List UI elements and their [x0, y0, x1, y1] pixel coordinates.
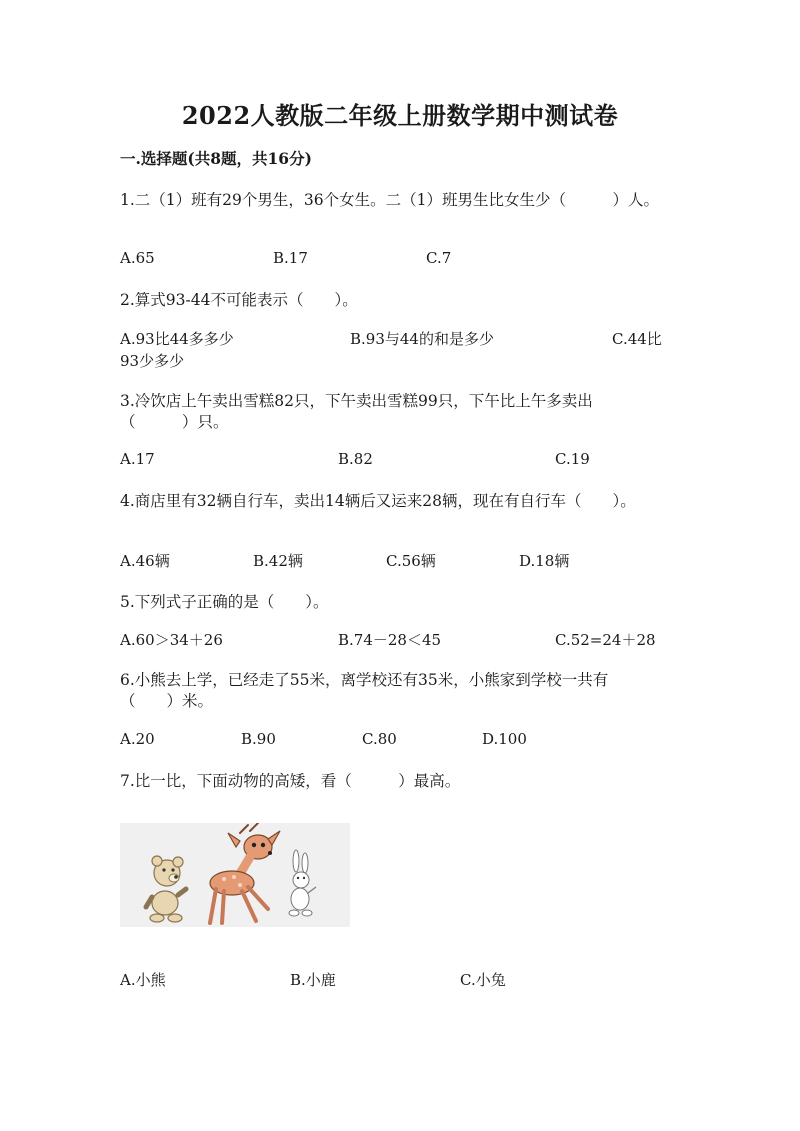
- question-1-stem: 1.二（1）班有29个男生，36个女生。二（1）班男生比女生少（ ）人。: [120, 191, 659, 209]
- page-title: 2022人教版二年级上册数学期中测试卷: [181, 101, 619, 130]
- section-heading: 一.选择题(共8题，共16分): [120, 149, 312, 168]
- question-3-option-b[interactable]: B.82: [338, 450, 373, 468]
- question-7-option-a[interactable]: A.小熊: [120, 971, 166, 989]
- question-3-stem-line-2: （ ）只。: [120, 413, 229, 431]
- question-6-option-a[interactable]: A.20: [120, 730, 155, 748]
- question-4-option-c[interactable]: C.56辆: [386, 552, 436, 570]
- question-7-option-b[interactable]: B.小鹿: [290, 971, 336, 989]
- question-6-option-c[interactable]: C.80: [362, 730, 397, 748]
- bear-icon: [146, 856, 186, 922]
- question-4-option-a[interactable]: A.46辆: [120, 552, 170, 570]
- question-2-option-a[interactable]: A.93比44多多少: [120, 330, 234, 348]
- animals-figure: [120, 823, 350, 927]
- question-2-option-b[interactable]: B.93与44的和是多少: [350, 330, 494, 348]
- question-5-option-a[interactable]: A.60＞34＋26: [120, 631, 223, 649]
- question-1-option-a[interactable]: A.65: [120, 249, 155, 267]
- question-5-option-c[interactable]: C.52=24＋28: [555, 631, 656, 649]
- question-3-stem-line-1: 3.冷饮店上午卖出雪糕82只，下午卖出雪糕99只，下午比上午多卖出: [120, 392, 593, 410]
- question-2-option-c[interactable]: C.44比: [612, 330, 662, 348]
- question-3-option-c[interactable]: C.19: [555, 450, 590, 468]
- animals-illustration: [120, 823, 350, 927]
- question-1-option-b[interactable]: B.17: [273, 249, 308, 267]
- question-6-stem-line-1: 6.小熊去上学，已经走了55米，离学校还有35米，小熊家到学校一共有: [120, 671, 609, 689]
- question-4-stem: 4.商店里有32辆自行车，卖出14辆后又运来28辆，现在有自行车（ ）。: [120, 492, 636, 510]
- rabbit-icon: [289, 850, 316, 916]
- question-6-option-d[interactable]: D.100: [482, 730, 527, 748]
- question-2-option-c-continued: 93少多少: [120, 352, 185, 370]
- question-1-option-c[interactable]: C.7: [426, 249, 452, 267]
- question-6-stem-line-2: （ ）米。: [120, 692, 214, 710]
- question-6-option-b[interactable]: B.90: [241, 730, 276, 748]
- question-3-option-a[interactable]: A.17: [120, 450, 155, 468]
- question-7-stem: 7.比一比，下面动物的高矮，看（ ）最高。: [120, 772, 461, 790]
- question-7-option-c[interactable]: C.小兔: [460, 971, 506, 989]
- question-5-option-b[interactable]: B.74－28＜45: [338, 631, 442, 649]
- question-5-stem: 5.下列式子正确的是（ ）。: [120, 593, 329, 611]
- question-4-option-b[interactable]: B.42辆: [253, 552, 303, 570]
- deer-icon: [210, 823, 280, 923]
- question-4-option-d[interactable]: D.18辆: [519, 552, 570, 570]
- question-2-stem: 2.算式93-44不可能表示（ ）。: [120, 291, 358, 309]
